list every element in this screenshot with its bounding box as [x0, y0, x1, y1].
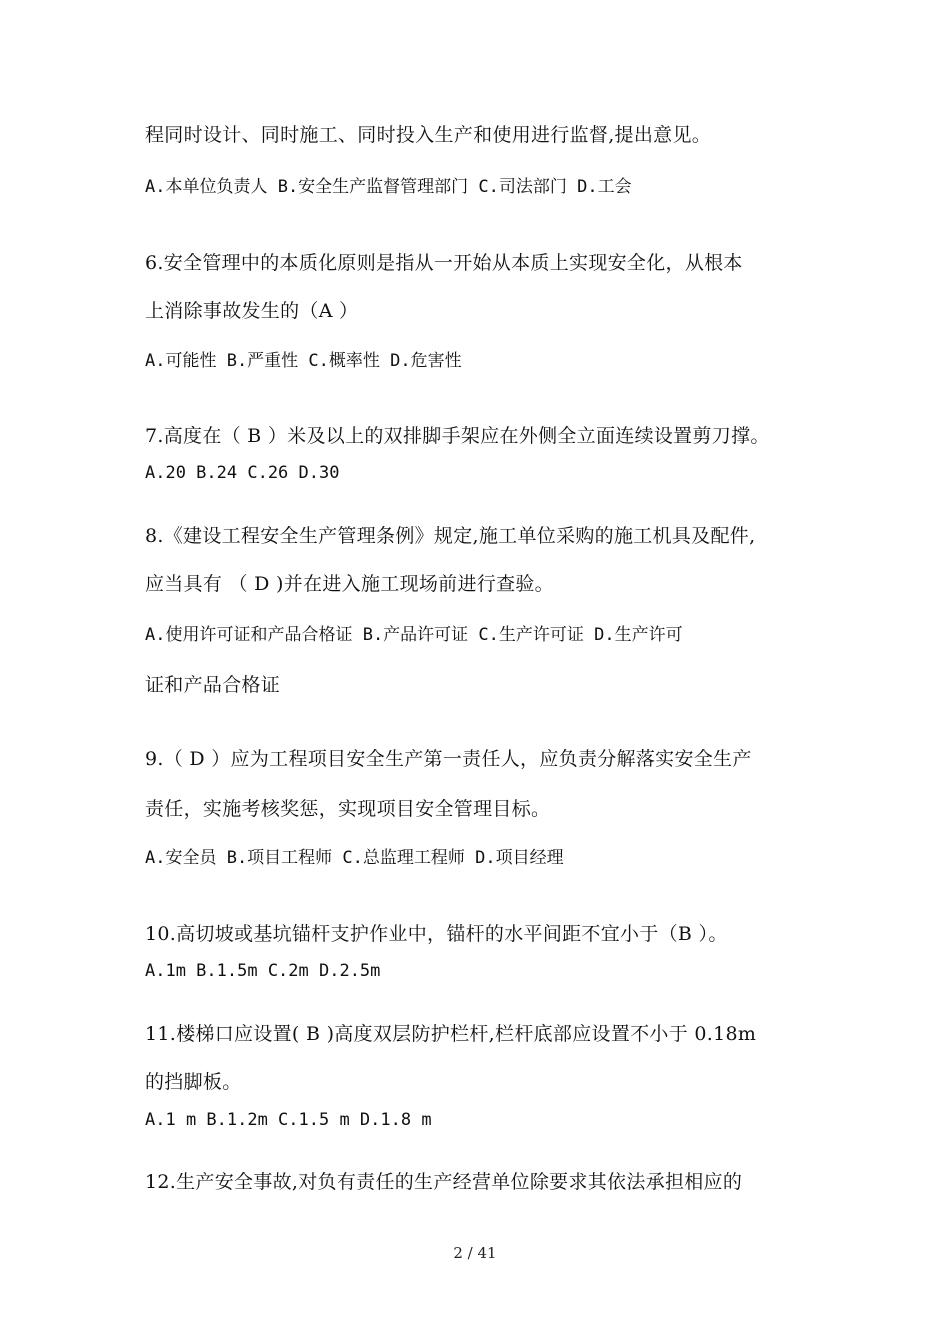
question-7-options: A.20 B.24 C.26 D.30 — [145, 463, 340, 483]
question-10-options: A.1m B.1.5m C.2m D.2.5m — [145, 961, 381, 981]
question-11-text-line-2: 的挡脚板。 — [145, 1071, 242, 1093]
page-indicator: 2 / 41 — [453, 1244, 497, 1262]
question-8-options-line-1: A.使用许可证和产品合格证 B.产品许可证 C.生产许可证 D.生产许可 — [145, 625, 683, 645]
question-6-text-line-2: 上消除事故发生的（A ） — [145, 300, 359, 322]
question-6-text-line-1: 6.安全管理中的本质化原则是指从一开始从本质上实现安全化，从根本 — [145, 252, 743, 274]
question-8-text-line-1: 8.《建设工程安全生产管理条例》规定,施工单位采购的施工机具及配件, — [145, 525, 756, 547]
question-11-text-line-1: 11.楼梯口应设置( B )高度双层防护栏杆,栏杆底部应设置不小于 0.18m — [145, 1023, 757, 1045]
question-6-options: A.可能性 B.严重性 C.概率性 D.危害性 — [145, 351, 462, 371]
question-5-text-end: 程同时设计、同时施工、同时投入生产和使用进行监督,提出意见。 — [145, 124, 712, 146]
question-9-text-line-2: 责任，实施考核奖惩，实现项目安全管理目标。 — [145, 798, 551, 820]
question-5-options: A.本单位负责人 B.安全生产监督管理部门 C.司法部门 D.工会 — [145, 177, 632, 197]
question-8-text-line-2: 应当具有 （ D )并在进入施工现场前进行查验。 — [145, 573, 554, 595]
question-12-text-line-1: 12.生产安全事故,对负有责任的生产经营单位除要求其依法承担相应的 — [145, 1171, 743, 1193]
question-7-text: 7.高度在（ B ）米及以上的双排脚手架应在外侧全立面连续设置剪刀撑。 — [145, 425, 770, 447]
question-8-options-line-2: 证和产品合格证 — [145, 674, 281, 696]
question-10-text: 10.高切坡或基坑锚杆支护作业中，锚杆的水平间距不宜小于（B ）。 — [145, 923, 728, 945]
question-9-text-line-1: 9.（ D ）应为工程项目安全生产第一责任人，应负责分解落实安全生产 — [145, 748, 752, 770]
question-9-options: A.安全员 B.项目工程师 C.总监理工程师 D.项目经理 — [145, 848, 564, 868]
question-11-options: A.1 m B.1.2m C.1.5 m D.1.8 m — [145, 1110, 432, 1130]
